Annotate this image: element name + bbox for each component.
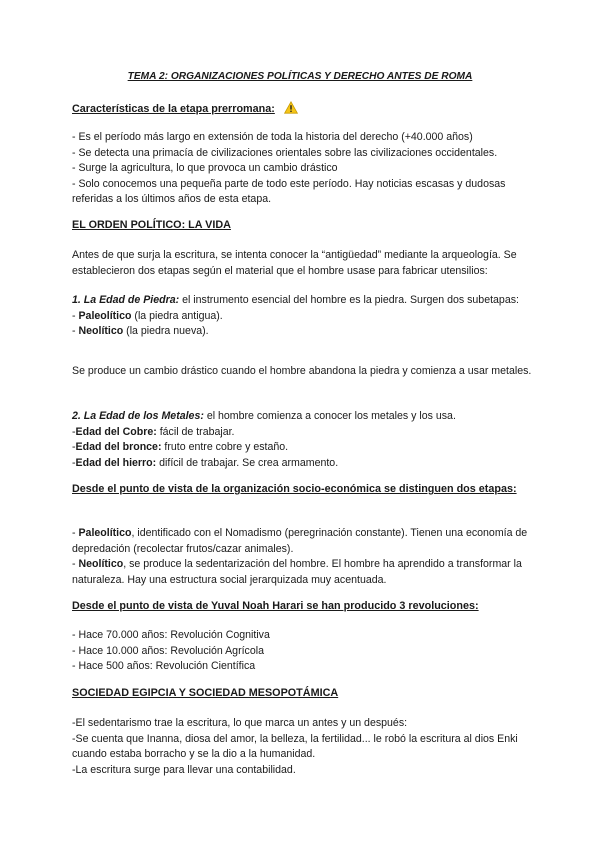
list-item — [72, 324, 532, 340]
list-item — [72, 425, 532, 441]
item-text: fácil de trabajar. — [156, 425, 235, 438]
edad-piedra-block — [72, 293, 532, 340]
list-item — [72, 557, 532, 588]
document-title: TEMA 2: ORGANIZACIONES POLÍTICAS Y DERECHO ANTES DE ROMA — [127, 71, 473, 82]
list-item — [72, 456, 532, 472]
harari-heading-text: Desde el punto de vista de Yuval Noah Harari se han producido 3 revoluciones: — [72, 600, 479, 612]
list-item — [72, 526, 532, 557]
orden-politico-heading-text: EL ORDEN POLÍTICO: LA VIDA — [72, 219, 231, 231]
list-item: - Hace 500 años: Revolución Científica — [72, 660, 256, 672]
harari-heading — [72, 599, 532, 615]
warning-icon — [284, 101, 298, 114]
item-term: Edad del bronce: — [75, 441, 162, 453]
prerromana-list — [72, 130, 532, 208]
edad-metales-paragraph — [72, 409, 532, 425]
list-item: - Surge la agricultura, lo que provoca un cambio drástico — [72, 162, 338, 174]
item-term: Neolítico — [78, 558, 124, 570]
item-term: Paleolítico — [78, 527, 132, 539]
list-item: -La escritura surge para llevar una contabilidad. — [72, 763, 296, 776]
list-item: -El sedentarismo trae la escritura, lo que marca un antes y un después: — [72, 717, 408, 729]
edad-metales-block — [72, 409, 532, 471]
item-text: (la piedra nueva). — [123, 325, 209, 337]
harari-list — [72, 628, 532, 675]
item-text: fruto entre cobre y estaño. — [161, 441, 289, 453]
list-item — [72, 309, 532, 325]
sociedad-egipcia-list — [72, 716, 532, 778]
item-prefix: - — [72, 325, 79, 337]
socioeconomica-heading-text: Desde el punto de vista de la organización socio-económica se distinguen dos etapas: — [72, 483, 517, 495]
edad-piedra-paragraph — [72, 293, 532, 309]
edad-piedra-text: el instrumento esencial del hombre es la piedra. Surgen dos subetapas: — [179, 294, 519, 306]
edad-piedra-title: 1. La Edad de Piedra: — [72, 294, 180, 306]
list-item — [72, 440, 532, 456]
orden-politico-intro: Antes de que surja la escritura, se intenta conocer la “antigüedad” mediante la arqueología. Se establecieron dos etapas según el material que el hombre usase para fabricar utensilios: — [72, 249, 517, 277]
item-prefix: - — [72, 309, 79, 322]
orden-politico-heading — [72, 218, 532, 234]
item-prefix: - — [72, 527, 79, 539]
item-prefix: - — [72, 425, 76, 438]
item-prefix: - — [72, 558, 79, 570]
list-item: - Hace 10.000 años: Revolución Agrícola — [72, 644, 264, 657]
socioeconomica-heading — [72, 482, 532, 498]
list-item: - Hace 70.000 años: Revolución Cognitiva — [72, 629, 270, 641]
item-prefix: - — [72, 441, 76, 453]
item-prefix: - — [72, 456, 76, 469]
list-item: - Se detecta una primacía de civilizaciones orientales sobre las civilizaciones occidentales. — [72, 146, 498, 159]
prerromana-heading-text: Características de la etapa prerromana: — [72, 103, 275, 115]
socioeconomica-list — [72, 526, 532, 588]
list-item: -Se cuenta que Inanna, diosa del amor, la belleza, la fertilidad... le robó la escritura al dios Enki cuando estaba borracho y se la dio a la humanidad. — [72, 732, 518, 760]
cambio-drastico-paragraph: Se produce un cambio drástico cuando el hombre abandona la piedra y comienza a usar metales. — [72, 365, 532, 377]
edad-metales-title: 2. La Edad de los Metales: — [72, 410, 204, 422]
prerromana-heading — [72, 101, 532, 118]
item-text: (la piedra antigua). — [131, 309, 223, 322]
item-term: Edad del hierro: — [75, 456, 157, 469]
item-term: Paleolítico — [78, 309, 132, 322]
list-item: - Solo conocemos una pequeña parte de todo este período. Hay noticias escasas y dudosas referidas a los últimos años de esta etapa. — [72, 177, 506, 205]
item-text: , se produce la sedentarización del hombre. El hombre ha aprendido a transformar la naturaleza. Hay una estructura social jerarquizada muy acentuada. — [72, 558, 522, 586]
item-text: difícil de trabajar. Se crea armamento. — [156, 456, 339, 469]
item-term: Edad del Cobre: — [75, 425, 157, 438]
list-item: - Es el período más largo en extensión de toda la historia del derecho (+40.000 años) — [72, 131, 473, 143]
sociedad-egipcia-heading-text: SOCIEDAD EGIPCIA Y SOCIEDAD MESOPOTÁMICA — [72, 687, 339, 699]
item-text: , identificado con el Nomadismo (peregrinación constante). Tienen una economía de depredación (recolectar frutos/cazar animales). — [72, 527, 528, 555]
item-term: Neolítico — [78, 325, 124, 337]
sociedad-egipcia-heading — [72, 686, 532, 702]
edad-metales-text: el hombre comienza a conocer los metales y los usa. — [203, 410, 456, 422]
